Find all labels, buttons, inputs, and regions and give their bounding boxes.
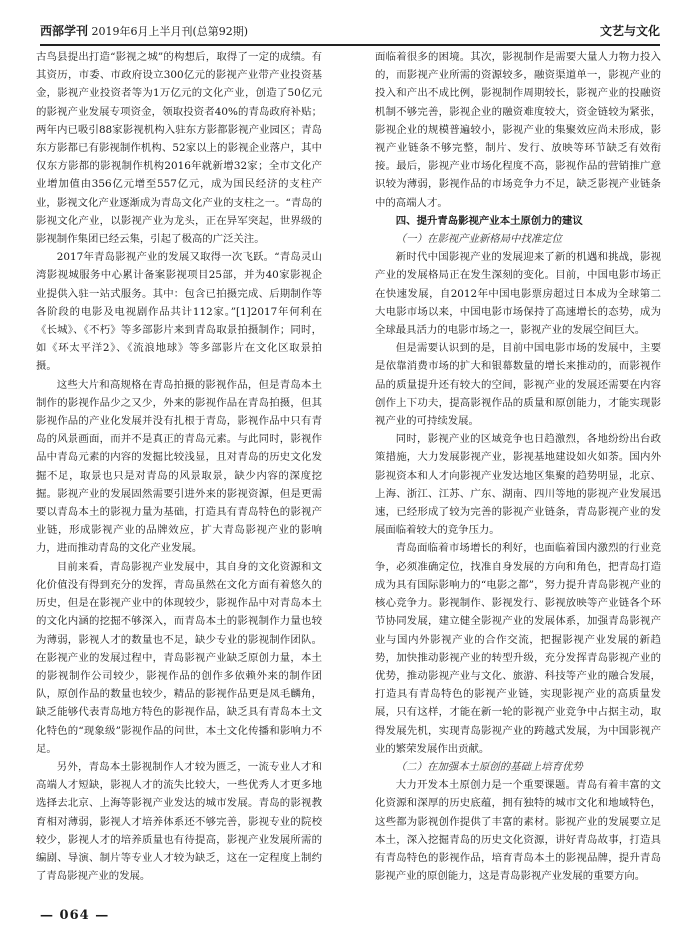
header-left [40,22,248,41]
paragraph: 但是需要认识到的是，目前中国电影市场的发展中，主要是依靠消费市场的扩大和银幕数量的增长来推动的，而影视作品的质量提升还有较大的空间，影视产业的发展还需要在内容创作上下功夫，提高影视作品的质量和原创能力，才能实现影视产业的可持续发展。 [375,342,661,428]
paragraph: 另外，青岛本土影视制作人才较为匮乏，一流专业人才和高端人才短缺，影视人才的流失比较大，一些优秀人才更多地选择去北京、上海等影视产业发达的城市发展。青岛的影视教育相对薄弱，影视人才培养体系还不够完善，影视专业的院校较少，影视人才的培养质量也有待提高，影视产业发展所需的编剧、导演、制片等专业人才较为缺乏，这在一定程度上制约了青岛影视产业的发展。 [36,760,322,883]
page-number: — 064 — [40,908,110,923]
section-name: 文艺与文化 [599,24,660,38]
paragraph: 青岛面临着市场增长的利好，也面临着国内激烈的行业竞争，必须准确定位，找准自身发展的方向和角色，把青岛打造成为具有国际影响力的“电影之都”，努力提升青岛影视产业的核心竞争力。影视制作、影视发行、影视放映等产业链各个环节协同发展，建立健全影视产业的发展体系，加强青岛影视产业与国内外影视产业的合作交流，把握影视产业发展的新趋势，加快推动影视产业的转型升级，充分发挥青岛影视产业的优势，推动影视产业与文化、旅游、科技等产业的融合发展，打造具有青岛特色的影视产业链，实现影视产业的高质量发展，只有这样，才能在新一轮的影视产业竞争中占据主动，取得发展先机，实现青岛影视产业的跨越式发展，为中国影视产业的繁荣发展作出贡献。 [375,542,661,755]
paragraph: 这些大片和高规格在青岛拍摄的影视作品，但是青岛本土制作的影视作品少之又少，外来的影视作品在青岛拍摄，但其影视作品的产业化发展并没有扎根于青岛，影视作品中只有青岛的风景画面，而并不是真正的青岛元素。与此同时，影视作品中青岛元素的内容的发掘比较浅显，且对青岛的历史文化发掘不足，取景也只是对青岛的风景取景，缺少内容的深度挖掘。影视产业的发展固然需要引进外来的影视资源，但是更需要以青岛本土的影视力量为基础，打造具有青岛特色的影视产业链，形成影视产业的品牌效应，扩大青岛影视产业的影响力，进而推动青岛的文化产业发展。 [36,378,322,555]
left-column [36,48,322,885]
paragraph: 古鸟县提出打造“影视之城”的构想后，取得了一定的成绩。有其资历，市委、市政府设立300亿元的影视产业带产业投资基金，影视产业投资者等为1万亿元的文化产业，创造了50亿元的影视产业发展专项资金，领取投资者40%的青岛政府补贴；两年内已吸引88家影视机构入驻东方影都影视产业园区；青岛东方影都已有影视制作机构、52家以上的影视企业落户，其中仅东方影都的影视制作机构2016年就新增32家；全市文化产业增加值由356亿元增至557亿元，成为国民经济的支柱产业，影视文化产业逐渐成为青岛文化产业的支柱之一。“青岛的影视文化产业，以影视产业为龙头，正在异军突起，世界级的影视制作集团已经云集，引起了极高的广泛关注。 [36,51,322,246]
paragraph: 目前来看，青岛影视产业发展中，其自身的文化资源和文化价值没有得到充分的发挥，青岛虽然在文化方面有着悠久的历史，但是在影视产业中的体现较少，影视作品中对青岛本土的文化内涵的挖掘不够深入，而青岛本土的影视制作力量也较为薄弱，影视人才的数量也不足，缺少专业的影视制作团队。在影视产业的发展过程中，青岛影视产业缺乏原创力量，本土的影视制作公司较少，影视作品的创作多依赖外来的制作团队，原创作品的数量也较少，精品的影视作品更是凤毛麟角，缺乏能够代表青岛地方特色的影视作品，缺乏具有青岛本土文化特色的“现象级”影视作品的问世，本土文化传播和影响力不足。 [36,560,322,755]
journal-name: 西部学刊 [40,24,89,38]
section-heading: 四、提升青岛影视产业本土原创力的建议 [395,214,583,227]
subsection-heading: （一）在影视产业新格局中找准定位 [395,233,563,246]
paragraph: 同时，影视产业的区域竞争也日趋激烈，各地纷纷出台政策措施，大力发展影视产业，影视基地建设如火如荼。国内外影视资本和人才向影视产业发达地区集聚的趋势明显，北京、上海、浙江、江苏、广东、湖南、四川等地的影视产业发展迅速，已经形成了较为完善的影视产业链条，青岛影视产业的发展面临着较大的竞争压力。 [375,433,661,537]
paragraph: 大力开发本土原创力是一个重要课题。青岛有着丰富的文化资源和深厚的历史底蕴，拥有独特的城市文化和地域特色，这些都为影视创作提供了丰富的素材。影视产业的发展要立足本土，深入挖掘青岛的历史文化资源，讲好青岛故事，打造具有青岛特色的影视作品，培育青岛本土的影视品牌，提升青岛影视产业的原创能力，这是青岛影视产业发展的重要方向。 [375,779,661,883]
right-column [375,48,661,885]
paragraph: 面临着很多的困境。其次，影视制作是需要大量人力物力投入的，而影视产业所需的资源较多，融资渠道单一，影视产业的投入和产出不成比例，影视制作周期较长，影视产业的投融资机制不够完善，影视企业的融资难度较大，资金链较为紧张，影视企业的规模普遍较小，影视产业的集聚效应尚未形成，影视产业链条不够完整，制片、发行、放映等环节缺乏有效衔接。最后，影视产业市场化程度不高，影视作品的营销推广意识较为薄弱，影视作品的市场竞争力不足，缺乏影视产业链条中的高端人才。 [375,51,661,209]
paragraph: 2017年青岛影视产业的发展又取得一次飞跃。“青岛灵山湾影视城服务中心累计备案影视项目25部，并为40家影视企业提供入驻一站式服务。其中：包含已拍摄完成、后期制作等各阶段的电影及电视剧作品共计112家。”[1]2017年何利在《长城》、《不朽》等多部影片来到青岛取景拍摄制作；同时，如《环太平洋2》、《流浪地球》等多部影片在文化区取景拍摄。 [36,251,322,373]
paragraph: 新时代中国影视产业的发展迎来了新的机遇和挑战，影视产业的发展格局正在发生深刻的变化。目前，中国电影市场正在快速发展，自2012年中国电影票房超过日本成为全球第二大电影市场以来，中国电影市场保持了高速增长的态势，成为全球最具活力的电影市场之一，影视产业的发展空间巨大。 [375,251,661,337]
running-header [40,22,660,46]
issue-info: 2019年6月上半月刊(总第92期) [91,25,249,38]
subsection-heading: （二）在加强本土原创的基础上培育优势 [395,760,583,773]
